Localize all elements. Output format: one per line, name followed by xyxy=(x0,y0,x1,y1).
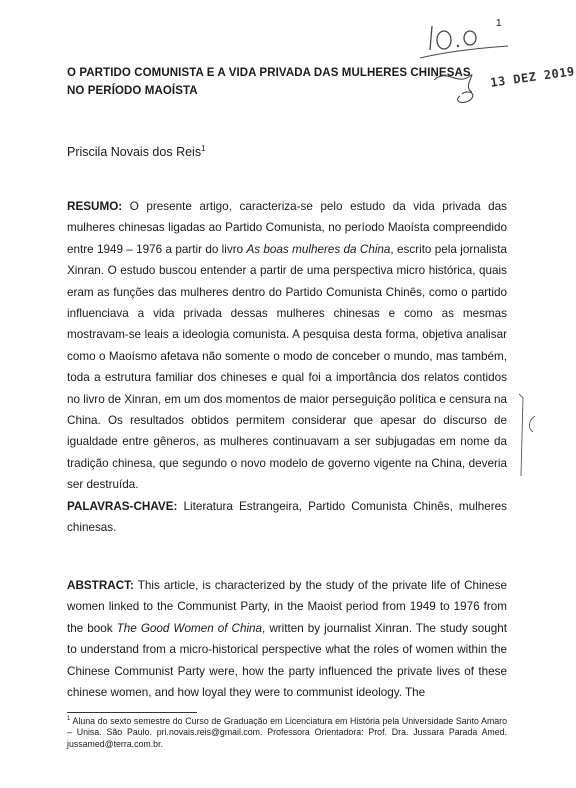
keywords-label: PALAVRAS-CHAVE: xyxy=(67,500,178,513)
author-footnote-ref: 1 xyxy=(201,144,206,153)
title-line-2: NO PERÍODO MAOÍSTA xyxy=(67,85,198,97)
resumo-text-2: , escrito pela jornalista Xinran. O estudo buscou entender a partir de uma perspectiva micro histórica, quais eram as funções das mulheres dentro do Partido Comunista Chinês, como o partido influenciava a vida privada dessas mulheres chinesas e como as mesmas mostravam-se leais a ideologia comunista. A pesquisa desta forma, objetiva analisar como o Maoísmo afetava não somente o modo de conceber o mundo, mas também, toda a estrutura familiar dos chineses e qual foi a importância dos relatos contidos no livro de Xinran, em um dos momentos de maior perseguição política e censura na China. Os resultados obtidos permitem considerar que apesar do discurso de igualdade entre gêneros, as mulheres continuavam a ser subjugadas em nome da tradição chinesa, que segundo o novo modelo de governo vigente na China, deveria ser destruída. xyxy=(67,242,507,492)
resumo-label: RESUMO: xyxy=(67,200,123,213)
title-line-1: O PARTIDO COMUNISTA E A VIDA PRIVADA DAS MULHERES CHINESAS xyxy=(67,67,471,79)
page-number: 1 xyxy=(496,18,502,29)
abstract-paragraph xyxy=(67,575,507,703)
keywords-paragraph xyxy=(67,496,507,539)
date-stamp: 13 DEZ 2019 xyxy=(489,64,576,90)
abstract-book-title: The Good Women of China xyxy=(116,621,263,635)
resumo-text-1: O presente artigo, caracteriza-se pelo estudo da vida privada das mulheres chinesas ligadas ao Partido Comunista, no período Maoísta compreendido entre 1949 – 1976 a partir do livro xyxy=(67,200,507,256)
resumo-paragraph xyxy=(67,196,507,496)
abstract-text-1: This article, is characterized by the study of the private life of Chinese women linked to the Communist Party, in the Maoist period from 1949 to 1976 from the book xyxy=(67,579,507,635)
abstract-label: ABSTRACT: xyxy=(67,579,134,592)
margin-bracket-mark xyxy=(505,392,545,487)
footnote-text: Aluna do sexto semestre do Curso de Graduação em Licenciatura em História pela Universidade Santo Amaro – Unisa. São Paulo. pri.novais.reis@gmail.com. Professora Orientadora: Prof. Dra. Jussara Parada Amed. jussamed@terra.com.br. xyxy=(67,715,507,749)
footnote xyxy=(67,714,507,750)
footnote-divider xyxy=(67,712,197,713)
author-name xyxy=(67,144,206,159)
abstract-text-2: , written by journalist Xinran. The study sought to understand from a micro-historical perspective what the roles of women within the Chinese Communist Party were, how the party influenced the private lives of these chinese women, and how loyal they were to communist ideology. The xyxy=(67,621,507,700)
resumo-book-title: As boas mulheres da China xyxy=(246,242,391,256)
author-text: Priscila Novais dos Reis xyxy=(67,145,202,160)
footnote-marker: 1 xyxy=(67,716,71,722)
keywords-text: Literatura Estrangeira, Partido Comunista Chinês, mulheres chinesas. xyxy=(67,500,507,535)
